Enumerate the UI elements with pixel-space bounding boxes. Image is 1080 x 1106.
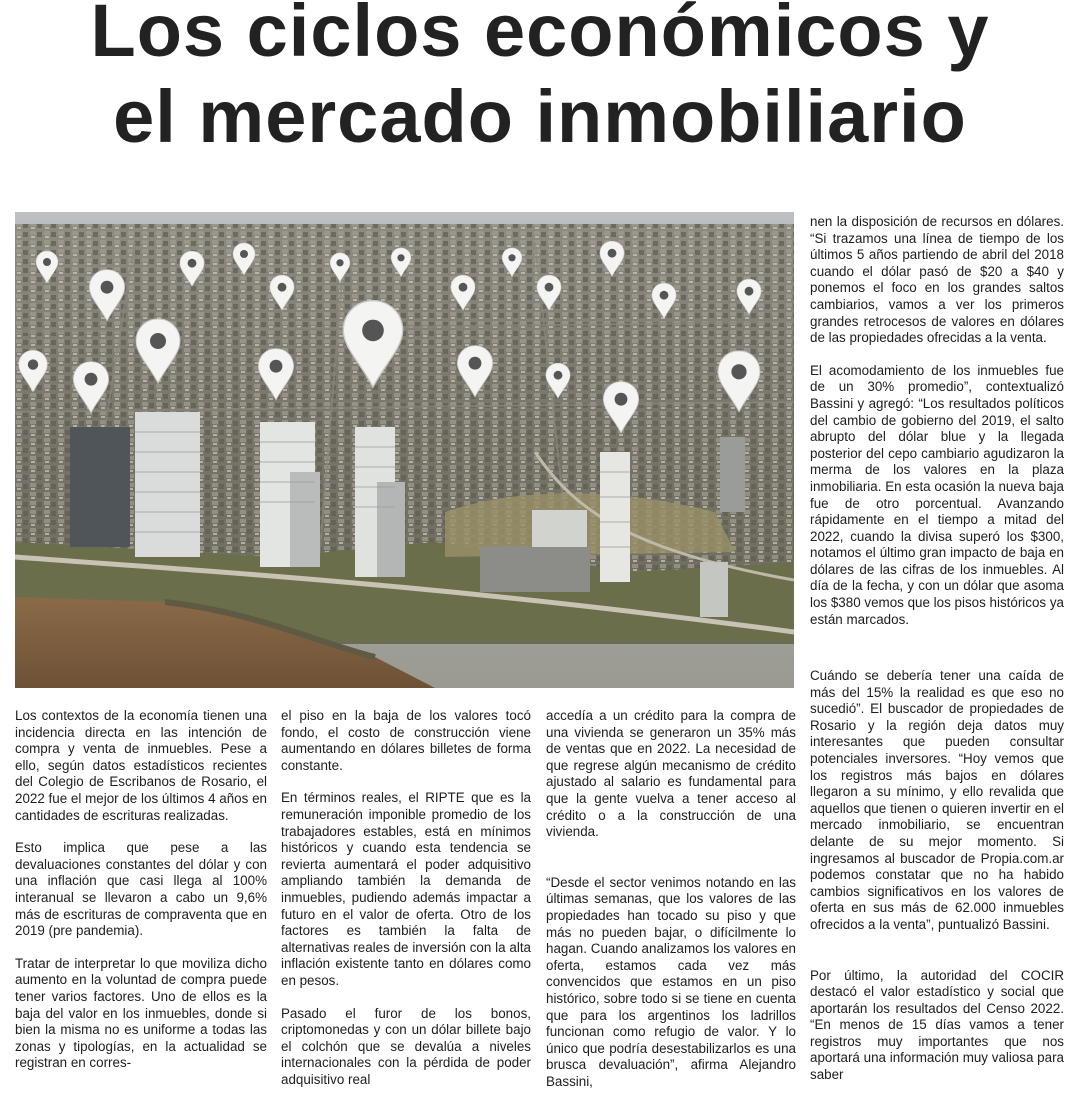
headline [0,0,1080,160]
paragraph: El acomodamiento de los inmuebles fue de un 30% promedio”, contextualizó Bassini y agregó: “Los resultados políticos del cambio de gobierno del 2019, el salto abrupto del dólar blue y la llegada posterior del cepo cambiario agudizaron la merma de los valores en la plaza inmobiliaria. En esta ocasión la nueva baja fue de otro porcentual. Avanzando rápidamente en el tiempo a mitad del 2022, cuando la divisa superó los $300, notamos el último gran impacto de baja en dólares de las cifras de los inmuebles. Al día de la fecha, y con un dólar que asoma los $380 vemos que los pisos históricos ya están marcados. [810,362,1064,627]
paragraph: En términos reales, el RIPTE que es la remuneración imponible promedio de los trabajadores estables, está en mínimos históricos y cuando esta tendencia se revierta aumentará el poder adquisitivo ampliando también la demanda de inmuebles, pudiendo además impactar a futuro en el valor de oferta. Otro de los factores es también la falta de alternativas reales de inversión con la alta inflación existente tanto en dólares como en pesos. [281,790,531,988]
article-column-right [810,214,1064,644]
article-column-4 [810,668,1064,1100]
paragraph: accedía a un crédito para la compra de una vivienda se generaron un 35% más de ventas que en 2022. La necesidad de que regrese algún mecanismo de crédito ajustado al salario es fundamental para que la gente vuelva a tener acceso al crédito o a la construcción de una vivienda. [546,708,796,840]
paragraph: el piso en la baja de los valores tocó fondo, el costo de construcción viene aumentando en dólares billetes de forma constante. [281,708,531,773]
paragraph: nen la disposición de recursos en dólares. “Si trazamos una línea de tiempo de los últimos 5 años partiendo de abril del 2018 cuando el dólar pasó de $20 a $40 y ponemos el foco en los grandes saltos cambiarios, vamos a ver los primeros grandes retrocesos de valores en dólares de las propiedades ofrecidas a la venta. [810,214,1064,346]
article-column-3 [546,708,796,1106]
article-column-1 [15,708,267,1088]
city-illustration [15,212,794,688]
paragraph: Los contextos de la economía tienen una incidencia directa en las intención de compra y venta de inmuebles. Pese a ello, según datos estadísticos recientes del Colegio de Escribanos de Rosario, el 2022 fue el mejor de los últimos 4 años en cantidades de escrituras realizadas. [15,708,267,823]
paragraph: Pasado el furor de los bonos, criptomonedas y con un dólar billete bajo el colchón que se devalúa a niveles internacionales con la pérdida de poder adquisitivo real [281,1005,531,1087]
headline-line-2: el mercado inmobiliario [113,75,967,158]
paragraph: Esto implica que pese a las devaluaciones constantes del dólar y con una inflación que casi llega al 100% interanual se llevaron a cabo un 9,6% más de escrituras de compraventa que en 2019 (pre pandemia). [15,840,267,939]
paragraph: Tratar de interpretar lo que moviliza dicho aumento en la voluntad de compra puede tener varios factores. Uno de ellos es la baja del valor en los inmuebles, donde si bien la misma no es uniforme a todas las zonas y tipologías, en la actualidad se registran en corres- [15,955,267,1071]
paragraph: Cuándo se debería tener una caída de más del 15% la realidad es que eso no sucedió”. El buscador de propiedades de Rosario y la región deja datos muy interesantes que pueden consultar potenciales inversores. “Hoy vemos que los registros más bajos en dólares llegaron a su mínimo, y ello revalida que aquellos que tienen o quieren invertir en el mercado inmobiliario, se encuentran delante de su mejor momento. Si ingresamos al buscador de Propia.com.ar podemos constatar que no ha habido cambios significativos en los valores de oferta en sus más de 62.000 inmuebles ofrecidos a la venta”, puntualizó Bassini. [810,668,1064,932]
article-column-2 [281,708,531,1104]
city-aerial-photo [15,212,794,688]
paragraph: “Desde el sector venimos notando en las últimas semanas, que los valores de las propiedades han tocado su piso y que más no pueden bajar, o difícilmente lo hagan. Cuando analizamos los valores en oferta, estamos cada vez más convencidos que estamos en un piso histórico, sobre todo si se tiene en cuenta que para los argentinos los ladrillos funcionan como refugio de valor. Y lo único que podría desestabilizarlos es una brusca devaluación”, afirma Alejandro Bassini, [546,874,796,1089]
paragraph: Por último, la autoridad del COCIR destacó el valor estadístico y social que aportarán los resultados del Censo 2022. “En menos de 15 días vamos a tener registros muy importantes que nos aportará una información muy valiosa para saber [810,967,1064,1083]
headline-line-1: Los ciclos económicos y [90,0,990,72]
